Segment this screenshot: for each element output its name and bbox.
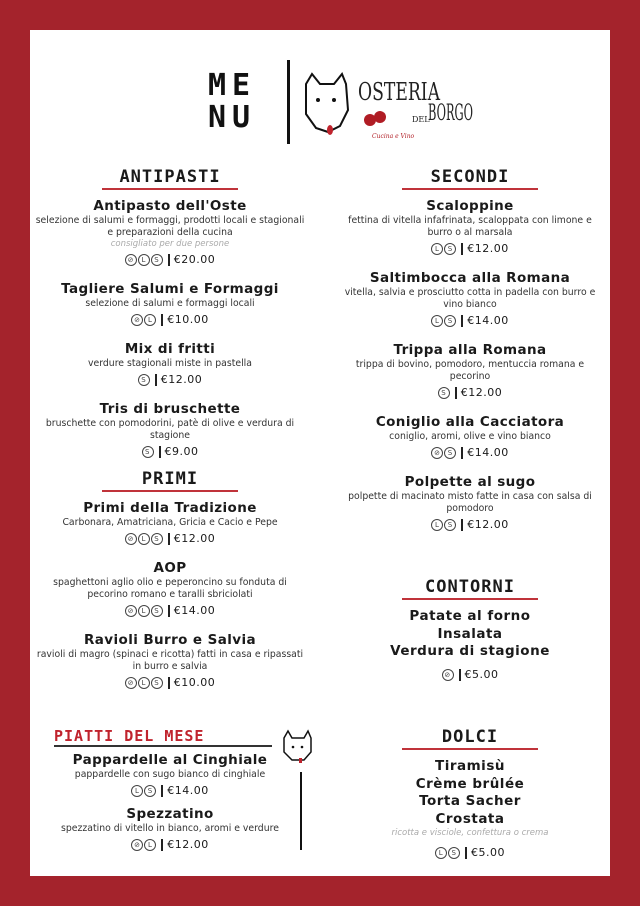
item-description: bruschette con pomodorini, patè di olive e verdura di stagione [45, 418, 295, 441]
menu-item [35, 198, 305, 267]
celery-icon: S [138, 374, 150, 386]
celery-icon: S [142, 446, 154, 458]
separator [461, 519, 463, 531]
separator [168, 677, 170, 689]
price: €14.00 [173, 604, 216, 617]
lactose-icon: L [431, 519, 443, 531]
celery-icon: S [444, 315, 456, 327]
menu-title-line-2: NU [208, 100, 257, 135]
menu-item [35, 560, 305, 618]
menu-item [335, 270, 605, 328]
menu-item [35, 500, 305, 546]
menu-item [35, 281, 305, 327]
item-name: Polpette al sugo [404, 474, 536, 490]
price-row [35, 603, 305, 618]
section-secondi [335, 167, 605, 546]
price: €10.00 [167, 313, 209, 326]
item-description: coniglio, aromi, olive e vino bianco [389, 431, 551, 442]
price: €5.00 [464, 667, 499, 681]
celery-icon: S [151, 605, 163, 617]
menu-item [335, 474, 605, 532]
item-description: Carbonara, Amatriciana, Gricia e Cacio e Pepe [62, 517, 278, 528]
item-note: consigliato per due persone [110, 239, 230, 249]
dish-name: Crème brûlée [415, 775, 525, 792]
separator [168, 605, 170, 617]
gluten-free-icon: ⊘ [125, 254, 137, 266]
price-row [335, 667, 605, 682]
lactose-icon: L [144, 839, 156, 851]
section-contorni [335, 577, 605, 682]
item-name: Antipasto dell'Oste [93, 198, 247, 214]
price: €9.00 [164, 445, 199, 458]
section-title: ANTIPASTI [102, 167, 238, 190]
separator [168, 254, 170, 266]
svg-text:BORGO: BORGO [428, 101, 473, 126]
separator [461, 315, 463, 327]
price: €20.00 [173, 253, 216, 266]
celery-icon: S [144, 785, 156, 797]
gluten-free-icon: ⊘ [431, 447, 443, 459]
price-row [335, 845, 605, 860]
price: €12.00 [160, 373, 203, 386]
item-description: polpette di macinato misto fatte in casa con salsa di pomodoro [348, 491, 592, 514]
section-title: CONTORNI [402, 577, 538, 600]
celery-icon: S [151, 533, 163, 545]
menu-item [35, 341, 305, 387]
separator [161, 839, 163, 851]
price-row [35, 837, 305, 852]
item-description: verdure stagionali miste in pastella [88, 358, 252, 369]
dish-name: Crostata [435, 810, 505, 827]
section-title-piatti-del-mese: PIATTI DEL MESE [54, 727, 272, 747]
item-description: selezione di salumi e formaggi, prodotti locali e stagionali e preparazioni della cucina [35, 215, 305, 238]
price-row [335, 445, 605, 460]
price-row [35, 252, 305, 267]
price-row [335, 385, 605, 400]
lactose-icon: L [144, 314, 156, 326]
dish-name: Torta Sacher [419, 793, 521, 809]
celery-icon: S [151, 677, 163, 689]
dish-name: Insalata [437, 625, 503, 642]
item-description: spaghettoni aglio olio e peperoncino su fonduta di pecorino romano e taralli sbriciolati [53, 577, 287, 600]
separator [465, 847, 467, 859]
menu-item [35, 806, 305, 852]
item-name: AOP [153, 560, 187, 576]
section-antipasti [35, 167, 305, 473]
celery-icon: S [151, 254, 163, 266]
menu-item [335, 342, 605, 400]
menu-title-line-1: ME [208, 68, 257, 103]
item-description: vitella, salvia e prosciutto cotta in padella con burro e vino bianco [344, 287, 596, 310]
section-title: SECONDI [402, 167, 538, 190]
item-description: trippa di bovino, pomodoro, mentuccia romana e pecorino [355, 359, 585, 382]
menu-item [35, 401, 305, 459]
price: €12.00 [167, 838, 209, 851]
price: €12.00 [173, 532, 216, 545]
svg-text:DEL: DEL [412, 115, 430, 124]
price: €10.00 [173, 676, 216, 689]
price-row [335, 241, 605, 256]
separator [161, 314, 163, 326]
price: €12.00 [460, 386, 503, 399]
separator [461, 243, 463, 255]
celery-icon: S [444, 519, 456, 531]
section-piatti-del-mese [35, 752, 305, 860]
osteria-logo [300, 70, 480, 149]
gluten-free-icon: ⊘ [125, 605, 137, 617]
menu-item [335, 198, 605, 256]
item-name: Tagliere Salumi e Formaggi [61, 281, 279, 297]
gluten-free-icon: ⊘ [442, 669, 454, 681]
price: €14.00 [467, 314, 509, 327]
lactose-icon: L [138, 533, 150, 545]
item-description: pappardelle con sugo bianco di cinghiale [74, 769, 266, 780]
item-name: Primi della Tradizione [83, 500, 257, 516]
lactose-icon: L [431, 315, 443, 327]
lactose-icon: L [138, 677, 150, 689]
price-row [35, 675, 305, 690]
price: €14.00 [467, 446, 509, 459]
lactose-icon: L [131, 785, 143, 797]
dish-name: Tiramisù [435, 758, 505, 774]
separator [455, 387, 457, 399]
price-row [35, 372, 305, 387]
item-name: Coniglio alla Cacciatora [375, 414, 565, 430]
gluten-free-icon: ⊘ [125, 677, 137, 689]
item-name: Saltimbocca alla Romana [369, 270, 571, 286]
price: €12.00 [467, 242, 509, 255]
price-row [35, 783, 305, 798]
wolf-logo-icon [300, 70, 480, 145]
menu-item [335, 414, 605, 460]
menu-title [208, 70, 256, 134]
item-name: Scaloppine [426, 198, 514, 214]
item-description: fettina di vitella infafrinata, scaloppata con limone e burro o al marsala [348, 215, 592, 238]
item-description: selezione di salumi e formaggi locali [85, 298, 255, 309]
menu-item [35, 632, 305, 690]
menu-item [35, 752, 305, 798]
separator [159, 446, 161, 458]
gluten-free-icon: ⊘ [131, 839, 143, 851]
separator [461, 447, 463, 459]
price-row [35, 531, 305, 546]
lactose-icon: L [138, 254, 150, 266]
section-primi [35, 469, 305, 704]
price: €14.00 [167, 784, 209, 797]
section-dolci [335, 727, 605, 860]
item-description: spezzatino di vitello in bianco, aromi e verdure [61, 823, 279, 834]
item-description: ravioli di magro (spinaci e ricotta) fatti in casa e ripassati in burro e salvia [36, 649, 304, 672]
separator [155, 374, 157, 386]
lactose-icon: L [435, 847, 447, 859]
lactose-icon: L [431, 243, 443, 255]
svg-text:Cucina e Vino: Cucina e Vino [372, 133, 415, 140]
price-row [35, 312, 305, 327]
dish-name: Patate al forno [409, 608, 531, 624]
price: €12.00 [467, 518, 509, 531]
item-name: Pappardelle al Cinghiale [72, 752, 268, 768]
svg-text:OSTERIA: OSTERIA [358, 78, 441, 106]
lactose-icon: L [138, 605, 150, 617]
item-name: Ravioli Burro e Salvia [83, 632, 256, 648]
section-title: PRIMI [102, 469, 238, 492]
section-title: DOLCI [402, 727, 538, 750]
dish-name: Verdura di stagione [390, 643, 550, 659]
price-row [335, 517, 605, 532]
celery-icon: S [444, 447, 456, 459]
gluten-free-icon: ⊘ [125, 533, 137, 545]
item-name: Tris di bruschette [99, 401, 241, 417]
celery-icon: S [438, 387, 450, 399]
item-name: Trippa alla Romana [393, 342, 547, 358]
separator [168, 533, 170, 545]
separator [459, 669, 461, 681]
separator [161, 785, 163, 797]
item-name: Mix di fritti [124, 341, 216, 357]
celery-icon: S [444, 243, 456, 255]
price-row [35, 444, 305, 459]
divider [287, 60, 290, 144]
dish-note: ricotta e visciole, confettura o crema [391, 828, 549, 838]
item-name: Spezzatino [126, 806, 214, 822]
gluten-free-icon: ⊘ [131, 314, 143, 326]
price-row [335, 313, 605, 328]
celery-icon: S [448, 847, 460, 859]
price: €5.00 [471, 846, 505, 859]
wolf-icon [282, 730, 314, 852]
